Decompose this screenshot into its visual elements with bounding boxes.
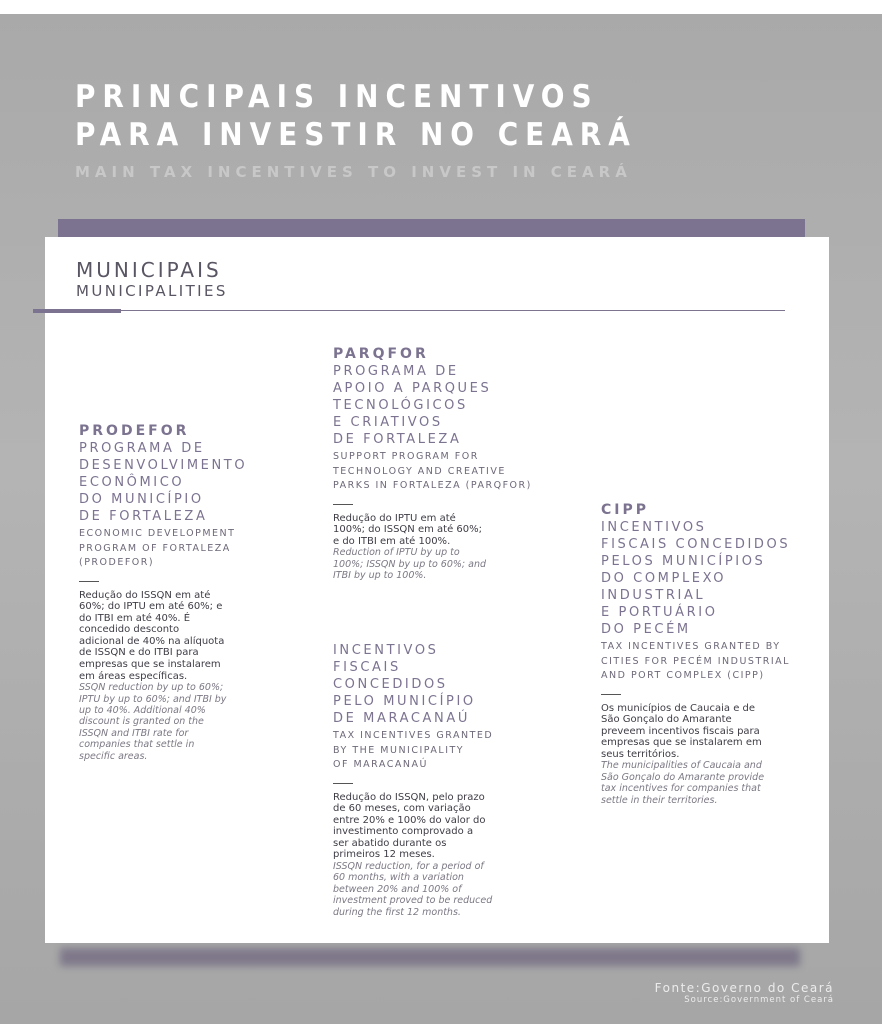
cipp-english-name: TAX INCENTIVES GRANTED BY CITIES FOR PECÉM INDUSTRIAL AND PORT COMPLEX (CIPP) [601,641,790,681]
main-title-line-2: PARA INVESTIR NO CEARÁ [75,117,637,153]
cipp-title: CIPP [601,502,650,518]
maracanau-dash [333,783,353,784]
card-shadow [60,948,800,966]
cipp-name: INCENTIVOS FISCAIS CONCEDIDOS PELOS MUNICÍPIOS DO COMPLEXO INDUSTRIAL E PORTUÁRIO DO PECÉM [601,520,791,637]
section-title: MUNICIPAIS [76,258,222,282]
parqfor-description-pt: Redução do IPTU em até 100%; do ISSQN em até 60%; e do ITBI em até 100%. [333,512,483,547]
maracanau-description-en: ISSQN reduction, for a period of 60 months, with a variation between 20% and 100% of investment proved to be reduced during the first 12 months. [333,861,493,918]
prodefor-description-pt: Redução do ISSQN em até 60%; do IPTU em até 60%; e do ITBI em até 40%. É concedido desconto adicional de 40% na alíquota de ISSQN e do ITBI para empresas que se instalarem em áreas específicas. [79,589,225,682]
parqfor-title: PARQFOR [333,346,429,362]
parqfor-description-en: Reduction of IPTU by up to 100%; ISSQN by up to 60%; and ITBI by up to 100%. [333,547,487,582]
parqfor-dash [333,504,353,505]
prodefor-block [79,423,279,762]
parqfor-english-name: SUPPORT PROGRAM FOR TECHNOLOGY AND CREATIVE PARKS IN FORTALEZA (PARQFOR) [333,451,532,491]
cipp-description-en: The municipalities of Caucaia and São Gonçalo do Amarante provide tax incentives for companies that settle in their territories. [601,760,765,806]
parqfor-block [333,346,553,582]
prodefor-title: PRODEFOR [79,423,190,439]
maracanau-english-name: TAX INCENTIVES GRANTED BY THE MUNICIPALITY OF MARACANAÚ [333,730,494,770]
section-divider [33,310,785,311]
cipp-description-pt: Os municípios de Caucaia e de São Gonçalo do Amarante preveem incentivos fiscais para empresas que se instalarem em seus territórios. [601,702,762,760]
maracanau-name: INCENTIVOS FISCAIS CONCEDIDOS PELO MUNICÍPIO DE MARACANAÚ [333,643,476,726]
section-divider-accent [33,309,121,313]
prodefor-name: PROGRAMA DE DESENVOLVIMENTO ECONÔMICO DO MUNICÍPIO DE FORTALEZA [79,441,248,524]
prodefor-english-name: ECONOMIC DEVELOPMENT PROGRAM OF FORTALEZA (PRODEFOR) [79,528,236,568]
parqfor-name: PROGRAMA DE APOIO A PARQUES TECNOLÓGICOS E CRIATIVOS DE FORTALEZA [333,364,492,447]
prodefor-dash [79,581,99,582]
section-subtitle: MUNICIPALITIES [76,282,228,300]
source-credit-pt: Fonte:Governo do Ceará [654,981,834,995]
source-credit-en: Source:Government of Ceará [684,995,834,1005]
cipp-block [601,502,816,806]
cipp-dash [601,694,621,695]
maracanau-description-pt: Redução do ISSQN, pelo prazo de 60 meses, com variação entre 20% e 100% do valor do investimento comprovado a ser abatido durante os primeiros 12 meses. [333,791,486,861]
main-title-line-1: PRINCIPAIS INCENTIVOS [75,79,599,115]
main-subtitle-english: MAIN TAX INCENTIVES TO INVEST IN CEARÁ [75,163,632,181]
prodefor-description-en: SSQN reduction by up to 60%; IPTU by up to 60%; and ITBI by up to 40%. Additional 40% discount is granted on the ISSQN and ITBI rate for companies that settle in specific areas. [79,682,227,762]
maracanau-block [333,642,553,918]
